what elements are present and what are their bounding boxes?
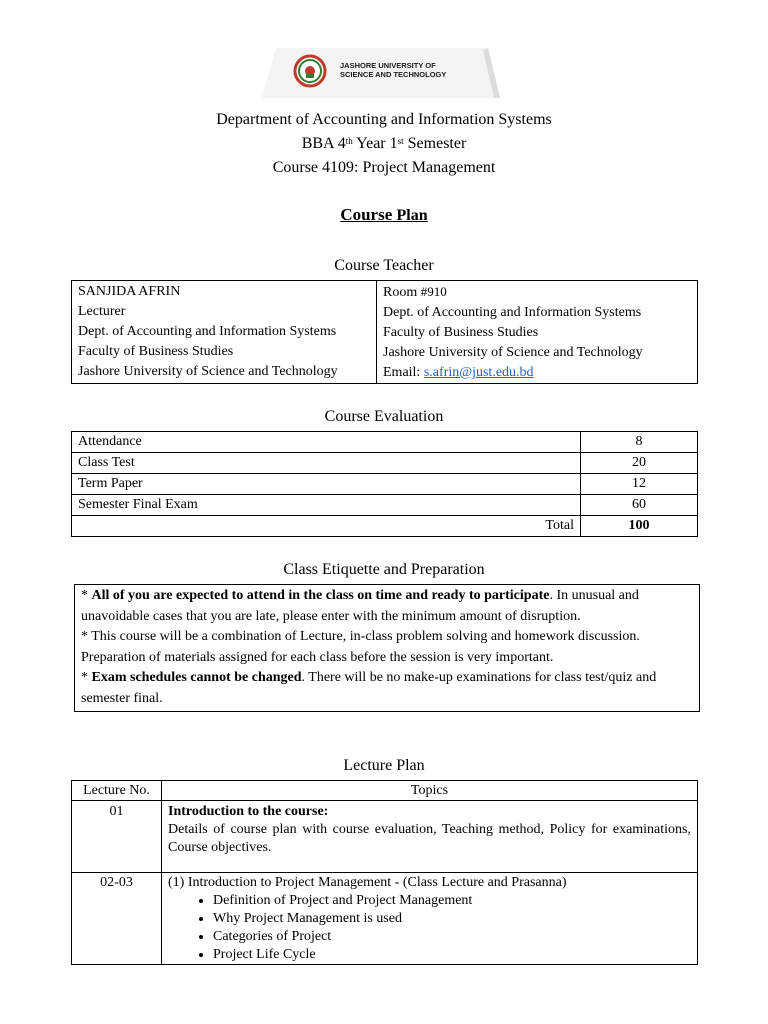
- teacher-department: Dept. of Accounting and Information Systems: [78, 324, 337, 339]
- lecture-topic-title: (1) Introduction to Project Management - (Class Lecture and Prasanna): [168, 875, 567, 890]
- etiquette-paragraph-1: * All of you are expected to attend in the class on time and ready to participate. In unusual and unavoidable cases that you are late, please enter with the minimum amount of disruption.: [81, 588, 639, 624]
- lecture-row: [72, 873, 698, 965]
- teacher-table: [71, 280, 698, 384]
- column-header-lecture-no: Lecture No.: [72, 781, 162, 801]
- etiquette-paragraph-2: * This course will be a combination of Lecture, in-class problem solving and homework discussion. Preparation of materials assigned for each class before the session is very important.: [81, 629, 640, 665]
- evaluation-item: Term Paper: [72, 474, 581, 495]
- lecture-number: 02-03: [72, 873, 162, 965]
- evaluation-row: [72, 495, 698, 516]
- list-item: • Why Project Management is used: [213, 910, 691, 928]
- lecture-plan-heading: Lecture Plan: [343, 757, 425, 774]
- program-title: BBA 4th Year 1st Semester: [301, 135, 467, 152]
- evaluation-row: [72, 474, 698, 495]
- lecture-number: 01: [72, 801, 162, 873]
- lecture-topic: [162, 873, 698, 965]
- university-seal-icon: [295, 56, 325, 86]
- course-teacher-heading: Course Teacher: [334, 257, 434, 274]
- list-item: • Definition of Project and Project Management: [213, 892, 691, 910]
- etiquette-paragraph-3: * Exam schedules cannot be changed. There will be no make-up examinations for class test/quiz and semester final.: [81, 670, 657, 706]
- contact-email-row: Email: s.afrin@just.edu.bd: [383, 365, 534, 380]
- evaluation-item: Semester Final Exam: [72, 495, 581, 516]
- evaluation-marks: 60: [581, 495, 698, 516]
- lecture-topic-title: Introduction to the course:: [168, 804, 329, 819]
- etiquette-heading: Class Etiquette and Preparation: [283, 561, 485, 578]
- evaluation-marks: 8: [581, 432, 698, 453]
- evaluation-row: [72, 432, 698, 453]
- lecture-topic-list: [168, 892, 691, 964]
- page-title: Course Plan: [340, 205, 428, 224]
- university-logo-banner: [262, 46, 500, 100]
- course-title: Course 4109: Project Management: [272, 159, 496, 176]
- teacher-name: SANJIDA AFRIN: [78, 284, 181, 299]
- email-link[interactable]: s.afrin@just.edu.bd: [423, 365, 534, 380]
- lecture-header-row: [72, 781, 698, 801]
- total-value: 100: [581, 516, 698, 537]
- list-item: • Project Life Cycle: [213, 946, 691, 964]
- evaluation-row: [72, 453, 698, 474]
- course-evaluation-heading: Course Evaluation: [324, 408, 444, 425]
- department-title: Department of Accounting and Information Systems: [216, 111, 552, 128]
- room-number: Room #910: [383, 284, 447, 300]
- evaluation-item: Class Test: [72, 453, 581, 474]
- lecture-row: [72, 801, 698, 873]
- contact-department: Dept. of Accounting and Information Systems: [383, 305, 642, 320]
- evaluation-table: [71, 431, 698, 537]
- column-header-topics: Topics: [162, 781, 698, 801]
- teacher-university: Jashore University of Science and Technology: [78, 364, 338, 379]
- evaluation-item: Attendance: [72, 432, 581, 453]
- list-item: • Categories of Project: [213, 928, 691, 946]
- evaluation-total-row: [72, 516, 698, 537]
- evaluation-marks: 12: [581, 474, 698, 495]
- etiquette-box: [74, 584, 700, 712]
- lecture-topic-description: Details of course plan with course evaluation, Teaching method, Policy for examinations, Course objectives.: [168, 822, 691, 855]
- teacher-info-cell: [72, 281, 377, 384]
- contact-faculty: Faculty of Business Studies: [383, 325, 539, 340]
- lecture-plan-table: [71, 780, 698, 965]
- teacher-designation: Lecturer: [78, 304, 126, 319]
- teacher-contact-cell: [377, 281, 698, 384]
- evaluation-marks: 20: [581, 453, 698, 474]
- teacher-faculty: Faculty of Business Studies: [78, 344, 234, 359]
- total-label: Total: [72, 516, 581, 537]
- lecture-topic: [162, 801, 698, 873]
- university-name: JASHORE UNIVERSITY OF SCIENCE AND TECHNOLOGY: [340, 61, 447, 79]
- contact-university: Jashore University of Science and Technology: [383, 345, 643, 360]
